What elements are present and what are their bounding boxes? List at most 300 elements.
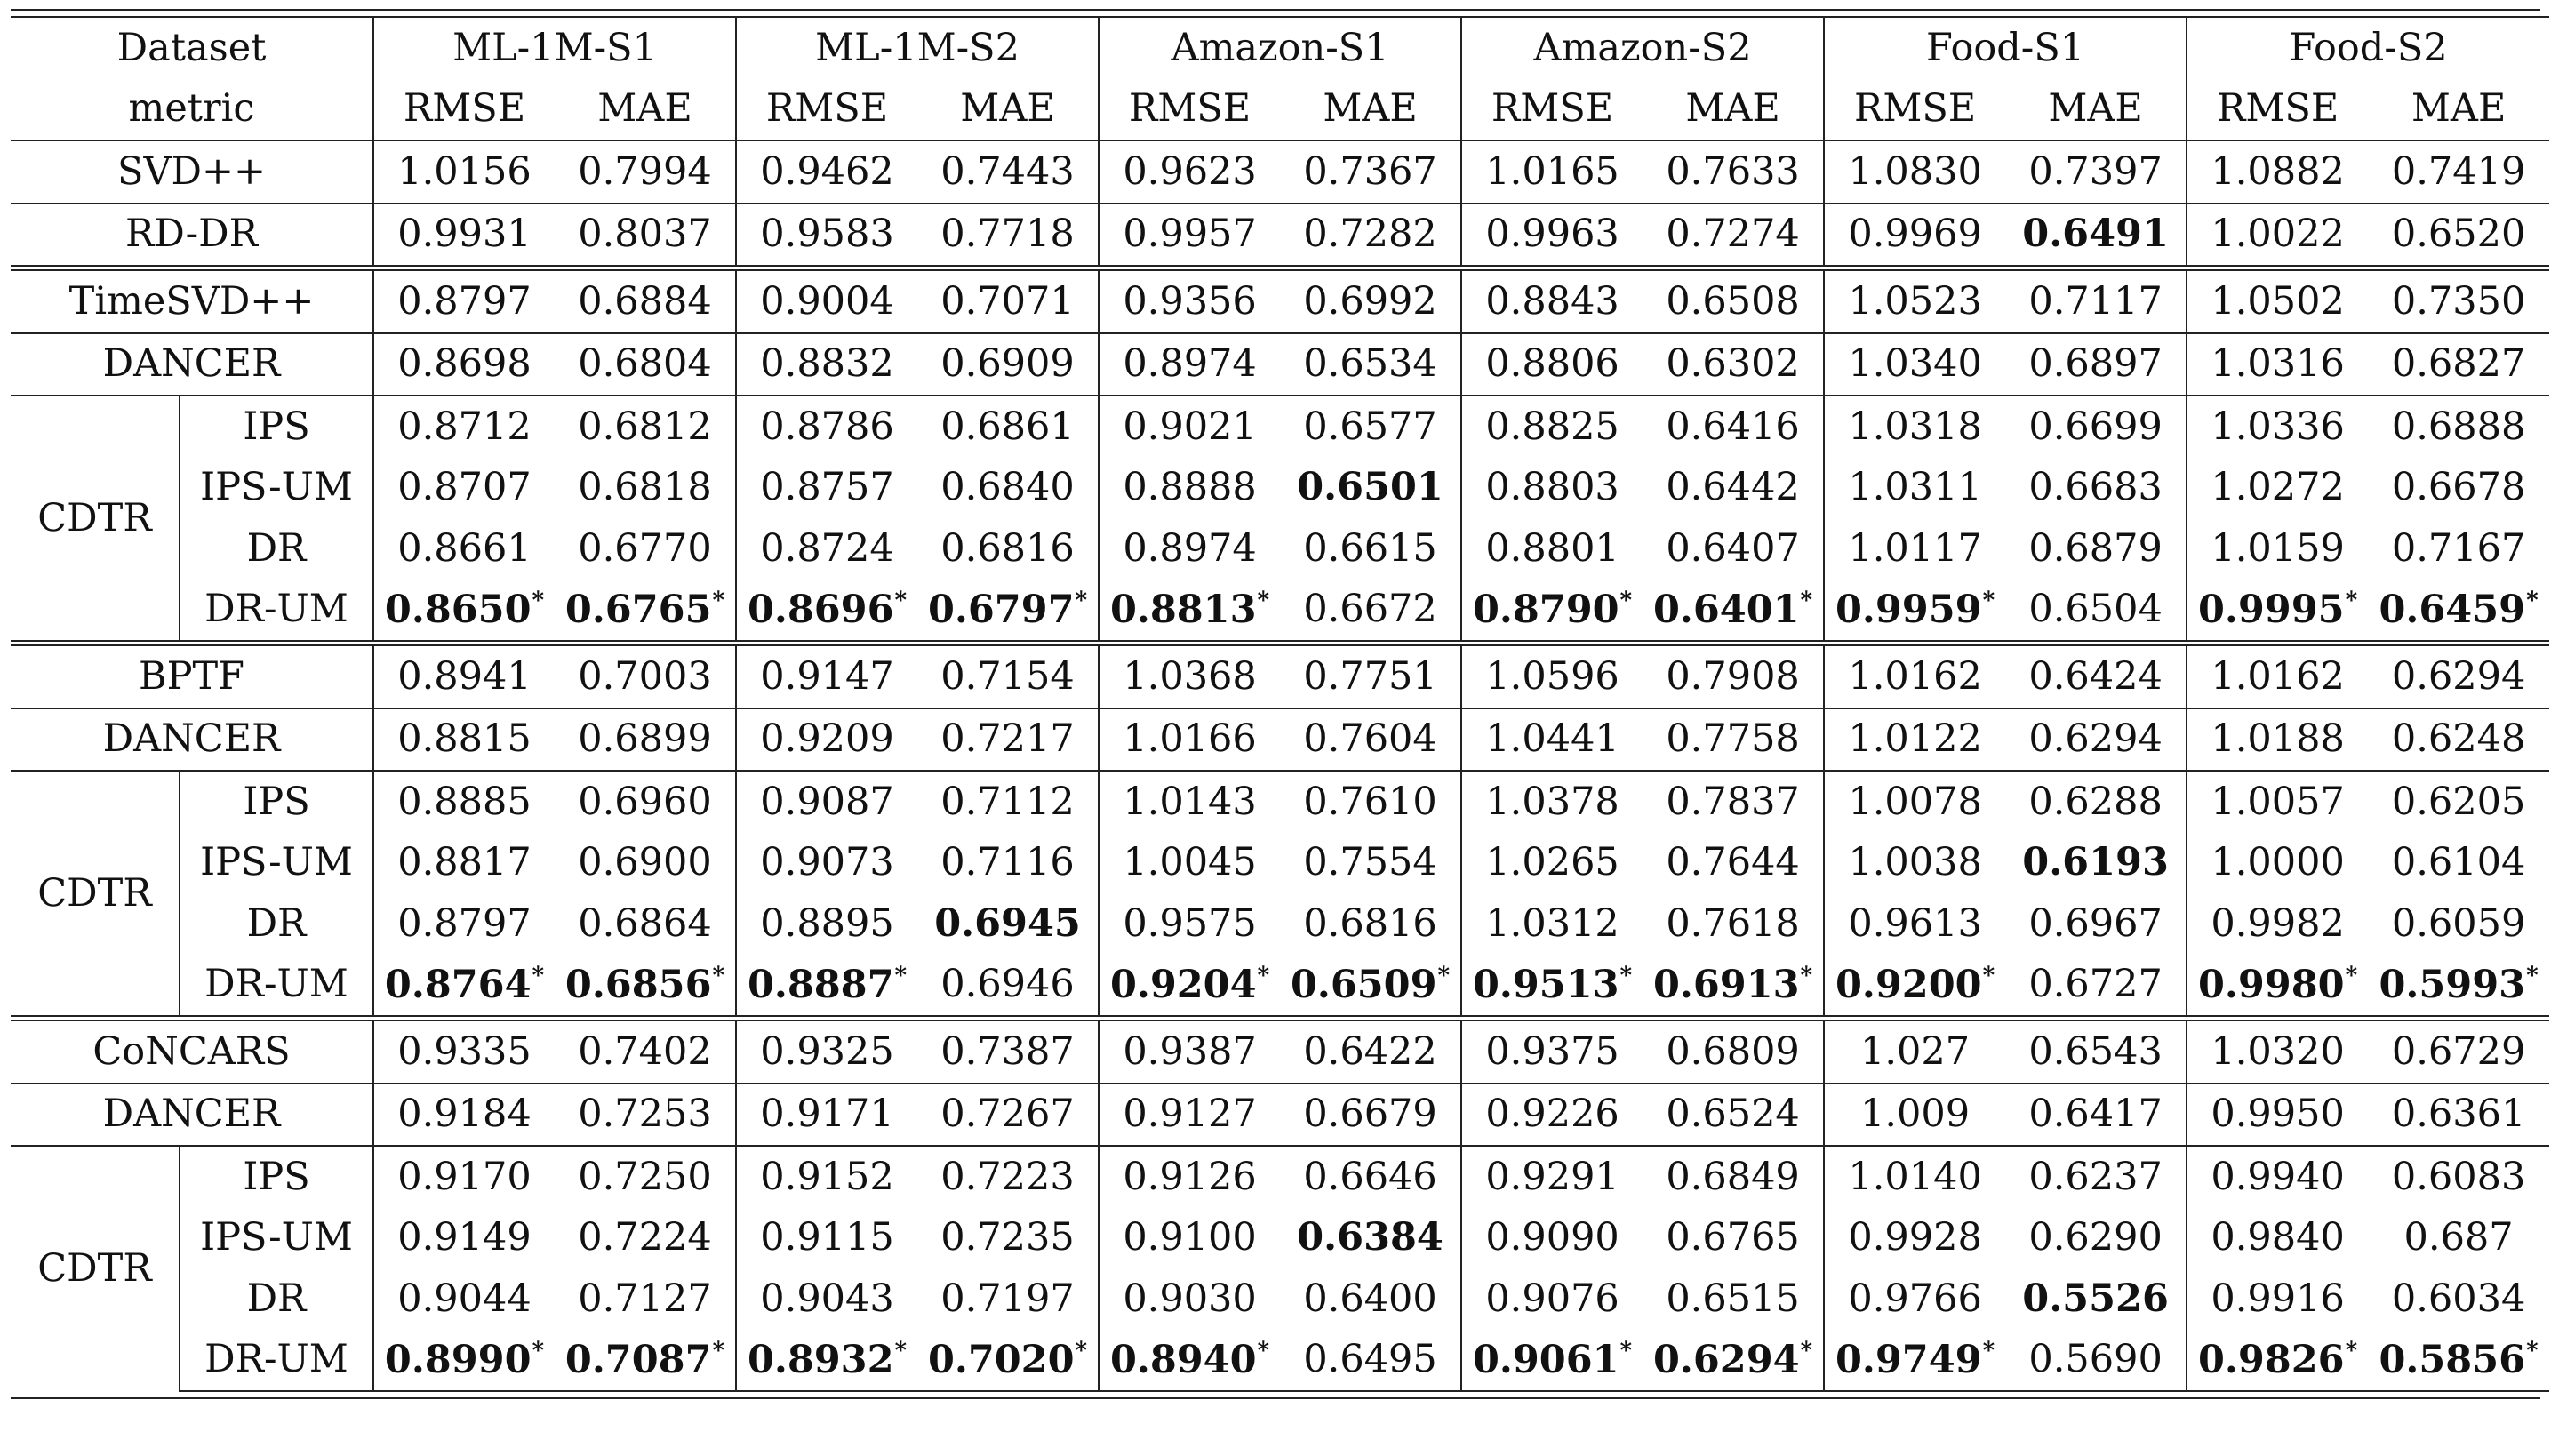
results-table-body xyxy=(11,17,2549,1391)
value-text: 0.6520 xyxy=(2391,212,2526,257)
significance-star: * xyxy=(2526,588,2539,615)
value-cell xyxy=(1643,893,1824,955)
value-text: 0.9127 xyxy=(1123,1092,1257,1137)
value-text: 0.8887 xyxy=(747,963,894,1008)
value-text: 1.0312 xyxy=(1485,900,1619,946)
value-text: 0.6508 xyxy=(1666,278,1800,324)
value-cell xyxy=(373,458,555,519)
value-text: 1.0045 xyxy=(1123,840,1257,885)
value-cell xyxy=(2187,1084,2368,1147)
value-text: 0.7117 xyxy=(2028,278,2163,324)
value-text: 0.7224 xyxy=(578,1215,712,1260)
table-row xyxy=(11,708,2549,772)
value-cell xyxy=(2005,955,2187,1019)
value-cell xyxy=(2187,140,2368,204)
value-text: 0.8707 xyxy=(397,465,532,510)
value-cell xyxy=(555,333,736,396)
value-cell xyxy=(917,396,1099,458)
significance-star: * xyxy=(1437,963,1451,990)
value-cell xyxy=(1461,268,1643,333)
significance-star: * xyxy=(2345,588,2358,615)
value-cell xyxy=(1824,333,2005,396)
value-cell xyxy=(1461,1208,1643,1269)
value-cell xyxy=(1824,140,2005,204)
metric-name-cell: RMSE xyxy=(765,86,889,132)
table-row xyxy=(11,955,2549,1019)
value-text: 1.027 xyxy=(1860,1028,1971,1074)
value-text: 0.6495 xyxy=(1303,1337,1437,1382)
value-text: 0.8806 xyxy=(1485,341,1619,387)
value-text: 0.7020 xyxy=(927,1338,1075,1383)
value-cell xyxy=(1099,771,1280,833)
value-cell xyxy=(736,268,917,333)
table-row xyxy=(11,893,2549,955)
value-text: 1.0368 xyxy=(1123,653,1257,699)
value-cell xyxy=(1824,771,2005,833)
value-cell xyxy=(2005,396,2187,458)
significance-star: * xyxy=(2526,963,2539,990)
value-cell xyxy=(373,1084,555,1147)
value-cell xyxy=(1461,833,1643,894)
value-text: 0.9462 xyxy=(760,148,894,194)
metric-name-cell: RMSE xyxy=(1491,86,1614,132)
metric-name-cell: RMSE xyxy=(1853,86,1977,132)
value-cell xyxy=(2368,955,2549,1019)
value-text: 0.6946 xyxy=(940,962,1075,1007)
value-cell xyxy=(2368,1019,2549,1084)
value-text: 0.7758 xyxy=(1666,716,1800,762)
value-text: 1.0596 xyxy=(1485,653,1619,699)
value-text: 1.0188 xyxy=(2211,716,2345,762)
value-cell xyxy=(917,204,1099,268)
value-text: 1.0265 xyxy=(1485,840,1619,885)
value-text: 1.0162 xyxy=(1848,653,1982,699)
value-cell xyxy=(1461,333,1643,396)
value-text: 0.8941 xyxy=(397,653,532,699)
value-text: 0.9916 xyxy=(2211,1276,2345,1321)
value-cell xyxy=(736,1330,917,1392)
value-cell xyxy=(555,580,736,644)
value-cell xyxy=(917,518,1099,580)
value-cell xyxy=(2005,833,2187,894)
value-cell xyxy=(1643,333,1824,396)
value-text: 0.6491 xyxy=(2022,212,2169,257)
value-cell xyxy=(1643,458,1824,519)
table-row xyxy=(11,140,2549,204)
value-cell xyxy=(1461,1146,1643,1208)
value-text: 0.9061 xyxy=(1472,1338,1619,1383)
value-text: 1.0272 xyxy=(2211,465,2345,510)
significance-star: * xyxy=(1800,1338,1813,1365)
value-text: 0.6104 xyxy=(2391,840,2526,885)
value-cell xyxy=(1099,893,1280,955)
significance-star: * xyxy=(2345,963,2358,990)
value-text: 0.9928 xyxy=(1848,1215,1982,1260)
value-cell xyxy=(2187,771,2368,833)
value-text: 0.6913 xyxy=(1652,963,1800,1008)
value-text: 0.8724 xyxy=(760,525,894,571)
value-cell xyxy=(1643,1019,1824,1084)
value-cell xyxy=(2368,708,2549,772)
value-cell xyxy=(1280,771,1461,833)
significance-star: * xyxy=(712,963,725,990)
value-text: 0.6294 xyxy=(1652,1338,1800,1383)
value-text: 0.7367 xyxy=(1303,148,1437,194)
value-text: 0.9030 xyxy=(1123,1276,1257,1321)
value-text: 0.6816 xyxy=(1303,900,1437,946)
value-cell xyxy=(555,1084,736,1147)
value-cell xyxy=(1280,833,1461,894)
value-cell xyxy=(2368,1208,2549,1269)
value-cell xyxy=(1461,1330,1643,1392)
value-text: 1.0830 xyxy=(1848,148,1982,194)
value-text: 0.6417 xyxy=(2028,1092,2163,1137)
value-cell xyxy=(736,580,917,644)
value-cell xyxy=(2368,644,2549,708)
value-text: 0.8940 xyxy=(1109,1338,1257,1383)
value-text: 0.7253 xyxy=(578,1092,712,1137)
value-text: 0.8696 xyxy=(747,588,894,633)
value-cell xyxy=(1280,893,1461,955)
metric-name-cell: MAE xyxy=(2005,79,2187,141)
variant-label: IPS xyxy=(180,771,373,833)
value-cell xyxy=(2005,1208,2187,1269)
value-cell xyxy=(1461,1268,1643,1330)
value-text: 0.7751 xyxy=(1303,653,1437,699)
value-cell xyxy=(1824,268,2005,333)
value-cell xyxy=(555,268,736,333)
value-cell xyxy=(736,1208,917,1269)
value-text: 0.7274 xyxy=(1666,212,1800,257)
value-cell xyxy=(1643,644,1824,708)
variant-label: DR-UM xyxy=(180,580,373,644)
results-table-container xyxy=(11,16,2540,1392)
value-cell xyxy=(373,580,555,644)
value-cell xyxy=(555,1019,736,1084)
value-text: 0.8885 xyxy=(397,779,532,824)
value-cell xyxy=(2005,204,2187,268)
value-cell xyxy=(1643,833,1824,894)
value-cell xyxy=(2187,644,2368,708)
value-text: 0.9100 xyxy=(1123,1215,1257,1260)
value-cell xyxy=(2368,771,2549,833)
value-cell xyxy=(1099,204,1280,268)
value-cell xyxy=(1824,1084,2005,1147)
value-cell xyxy=(2005,580,2187,644)
value-text: 0.6818 xyxy=(578,465,712,510)
value-cell xyxy=(1461,1084,1643,1147)
value-cell xyxy=(917,833,1099,894)
value-text: 0.9963 xyxy=(1485,212,1619,257)
value-cell xyxy=(2187,708,2368,772)
table-row xyxy=(11,1084,2549,1147)
value-text: 1.0022 xyxy=(2211,212,2345,257)
value-text: 0.7633 xyxy=(1666,148,1800,194)
significance-star: * xyxy=(1982,963,1995,990)
value-text: 0.7112 xyxy=(940,779,1075,824)
value-text: 0.9969 xyxy=(1848,212,1982,257)
metric-header-cell: metric xyxy=(11,79,373,141)
value-cell xyxy=(373,140,555,204)
value-text: 0.6967 xyxy=(2028,900,2163,946)
value-text: 0.6294 xyxy=(2028,716,2163,762)
value-text: 0.9623 xyxy=(1123,148,1257,194)
value-cell xyxy=(373,833,555,894)
value-text: 0.6727 xyxy=(2028,962,2163,1007)
value-text: 0.6683 xyxy=(2028,465,2163,510)
value-cell xyxy=(736,458,917,519)
value-text: 1.0336 xyxy=(2211,404,2345,449)
table-row xyxy=(11,771,2549,833)
value-cell xyxy=(2368,1084,2549,1147)
dataset-name-cell: ML-1M-S1 xyxy=(373,17,736,79)
value-cell xyxy=(1461,204,1643,268)
value-cell xyxy=(1643,1084,1824,1147)
dataset-name-cell: Amazon-S2 xyxy=(1461,17,1824,79)
significance-star: * xyxy=(894,1338,908,1365)
method-label: DANCER xyxy=(11,333,373,396)
value-cell xyxy=(2368,396,2549,458)
value-cell xyxy=(2368,833,2549,894)
value-cell xyxy=(373,644,555,708)
value-cell xyxy=(1643,1146,1824,1208)
value-text: 0.9152 xyxy=(760,1154,894,1199)
value-cell xyxy=(736,833,917,894)
value-cell xyxy=(1280,1146,1461,1208)
value-cell xyxy=(917,1208,1099,1269)
dataset-name-cell: ML-1M-S2 xyxy=(736,17,1099,79)
value-text: 0.6205 xyxy=(2391,779,2526,824)
significance-star: * xyxy=(894,963,908,990)
value-cell xyxy=(917,1268,1099,1330)
value-text: 0.5856 xyxy=(2379,1338,2526,1383)
value-text: 0.6864 xyxy=(578,900,712,946)
value-text: 0.7087 xyxy=(564,1338,712,1383)
value-cell xyxy=(555,458,736,519)
value-text: 0.8832 xyxy=(760,341,894,387)
value-cell xyxy=(1099,140,1280,204)
table-row xyxy=(11,268,2549,333)
value-text: 0.9170 xyxy=(397,1154,532,1199)
value-text: 0.6884 xyxy=(578,278,712,324)
value-cell xyxy=(1461,518,1643,580)
value-cell xyxy=(1280,1084,1461,1147)
value-cell xyxy=(373,708,555,772)
value-text: 0.6361 xyxy=(2391,1092,2526,1137)
value-text: 1.0316 xyxy=(2211,341,2345,387)
value-cell xyxy=(2368,268,2549,333)
value-cell xyxy=(1099,708,1280,772)
significance-star: * xyxy=(1619,963,1633,990)
variant-label: DR xyxy=(180,893,373,955)
value-cell xyxy=(373,955,555,1019)
value-text: 0.7282 xyxy=(1303,212,1437,257)
value-cell xyxy=(2187,893,2368,955)
cdtr-group-label: CDTR xyxy=(11,396,180,644)
value-text: 0.6290 xyxy=(2028,1215,2163,1260)
value-cell xyxy=(1099,1268,1280,1330)
table-bottom-rule xyxy=(11,1397,2540,1399)
value-text: 0.6816 xyxy=(940,525,1075,571)
value-cell xyxy=(2005,458,2187,519)
value-text: 0.9076 xyxy=(1485,1276,1619,1321)
value-text: 1.0378 xyxy=(1485,779,1619,824)
value-cell xyxy=(2187,1208,2368,1269)
value-text: 0.9980 xyxy=(2198,963,2345,1008)
value-cell xyxy=(373,893,555,955)
cdtr-group-label: CDTR xyxy=(11,771,180,1019)
value-cell xyxy=(1643,396,1824,458)
value-text: 0.5993 xyxy=(2379,963,2526,1008)
value-text: 0.6679 xyxy=(1303,1092,1437,1137)
metric-name-cell: MAE xyxy=(555,79,736,141)
value-text: 0.9149 xyxy=(397,1215,532,1260)
table-row xyxy=(11,1146,2549,1208)
value-text: 0.6897 xyxy=(2028,341,2163,387)
value-cell xyxy=(917,268,1099,333)
value-text: 0.8801 xyxy=(1485,525,1619,571)
value-cell xyxy=(1099,518,1280,580)
value-text: 0.6809 xyxy=(1666,1028,1800,1074)
value-cell xyxy=(2005,1084,2187,1147)
significance-star: * xyxy=(1619,588,1633,615)
value-text: 0.7837 xyxy=(1666,779,1800,824)
value-text: 0.6459 xyxy=(2379,588,2526,633)
table-row xyxy=(11,204,2549,268)
value-cell xyxy=(917,333,1099,396)
header-row-datasets xyxy=(11,17,2549,79)
value-text: 0.9387 xyxy=(1123,1028,1257,1074)
value-cell xyxy=(555,771,736,833)
value-text: 0.7267 xyxy=(940,1092,1075,1137)
value-text: 0.7618 xyxy=(1666,900,1800,946)
value-cell xyxy=(2187,955,2368,1019)
value-text: 0.6515 xyxy=(1666,1276,1800,1321)
value-text: 0.6699 xyxy=(2028,404,2163,449)
dataset-name-cell: Food-S1 xyxy=(1824,17,2187,79)
value-cell xyxy=(1280,1208,1461,1269)
value-cell xyxy=(1824,396,2005,458)
value-cell xyxy=(736,333,917,396)
value-cell xyxy=(1461,644,1643,708)
value-cell xyxy=(2368,1330,2549,1392)
value-text: 0.5690 xyxy=(2028,1337,2163,1382)
value-cell xyxy=(1461,396,1643,458)
value-text: 0.9044 xyxy=(397,1276,532,1321)
value-cell xyxy=(1824,204,2005,268)
value-text: 0.7116 xyxy=(940,840,1075,885)
value-text: 0.6888 xyxy=(2391,404,2526,449)
value-text: 0.7604 xyxy=(1303,716,1437,762)
value-text: 0.6059 xyxy=(2391,900,2526,946)
value-text: 0.9209 xyxy=(760,716,894,762)
value-text: 0.6504 xyxy=(2028,587,2163,632)
value-cell xyxy=(736,1268,917,1330)
value-cell xyxy=(1280,140,1461,204)
value-cell xyxy=(1099,833,1280,894)
value-cell xyxy=(373,1146,555,1208)
value-cell xyxy=(1824,458,2005,519)
value-cell xyxy=(2005,333,2187,396)
metric-name-cell: RMSE xyxy=(2216,86,2339,132)
value-text: 0.8661 xyxy=(397,525,532,571)
value-text: 1.0057 xyxy=(2211,779,2345,824)
value-text: 0.9995 xyxy=(2198,588,2345,633)
value-text: 0.9982 xyxy=(2211,900,2345,946)
value-text: 0.9957 xyxy=(1123,212,1257,257)
value-text: 0.7071 xyxy=(940,278,1075,324)
value-text: 1.0165 xyxy=(1485,148,1619,194)
value-text: 0.9021 xyxy=(1123,404,1257,449)
value-text: 0.9840 xyxy=(2211,1215,2345,1260)
value-cell xyxy=(1280,644,1461,708)
value-text: 0.9073 xyxy=(760,840,894,885)
value-text: 0.8803 xyxy=(1485,465,1619,510)
value-text: 0.7217 xyxy=(940,716,1075,762)
value-text: 0.6840 xyxy=(940,465,1075,510)
value-text: 0.9513 xyxy=(1472,963,1619,1008)
value-text: 0.8037 xyxy=(578,212,712,257)
value-text: 0.6856 xyxy=(564,963,712,1008)
value-cell xyxy=(2187,396,2368,458)
value-text: 0.6672 xyxy=(1303,587,1437,632)
metric-name-cell: MAE xyxy=(917,79,1099,141)
value-text: 0.6945 xyxy=(934,900,1081,946)
value-cell xyxy=(2368,140,2549,204)
significance-star: * xyxy=(1075,588,1088,615)
value-cell xyxy=(1643,955,1824,1019)
value-cell xyxy=(555,1146,736,1208)
value-cell xyxy=(917,955,1099,1019)
value-cell xyxy=(1099,955,1280,1019)
value-text: 0.8817 xyxy=(397,840,532,885)
value-text: 1.0320 xyxy=(2211,1028,2345,1074)
value-text: 1.0166 xyxy=(1123,716,1257,762)
value-cell xyxy=(1824,580,2005,644)
value-text: 1.0038 xyxy=(1848,840,1982,885)
value-text: 0.6765 xyxy=(1666,1215,1800,1260)
value-text: 0.9043 xyxy=(760,1276,894,1321)
value-cell xyxy=(2005,268,2187,333)
value-cell xyxy=(1280,458,1461,519)
value-cell xyxy=(555,955,736,1019)
value-cell xyxy=(2187,1268,2368,1330)
value-text: 0.6646 xyxy=(1303,1154,1437,1199)
variant-label: DR xyxy=(180,518,373,580)
value-cell xyxy=(1280,204,1461,268)
value-text: 0.6509 xyxy=(1290,963,1437,1008)
metric-name-cell: MAE xyxy=(1643,79,1824,141)
value-text: 0.9087 xyxy=(760,779,894,824)
value-text: 0.7350 xyxy=(2391,278,2526,324)
significance-star: * xyxy=(1982,1338,1995,1365)
value-text: 0.8764 xyxy=(384,963,532,1008)
table-row xyxy=(11,458,2549,519)
value-text: 0.6729 xyxy=(2391,1028,2526,1074)
value-cell xyxy=(1643,1330,1824,1392)
value-cell xyxy=(2005,1330,2187,1392)
value-text: 0.6302 xyxy=(1666,341,1800,387)
value-cell xyxy=(1461,580,1643,644)
significance-star: * xyxy=(1619,1338,1633,1365)
value-text: 1.0340 xyxy=(1848,341,1982,387)
value-text: 0.6442 xyxy=(1666,465,1800,510)
value-text: 1.0882 xyxy=(2211,148,2345,194)
value-text: 0.8974 xyxy=(1123,525,1257,571)
value-text: 0.7387 xyxy=(940,1028,1075,1074)
value-cell xyxy=(2005,140,2187,204)
value-cell xyxy=(2187,833,2368,894)
